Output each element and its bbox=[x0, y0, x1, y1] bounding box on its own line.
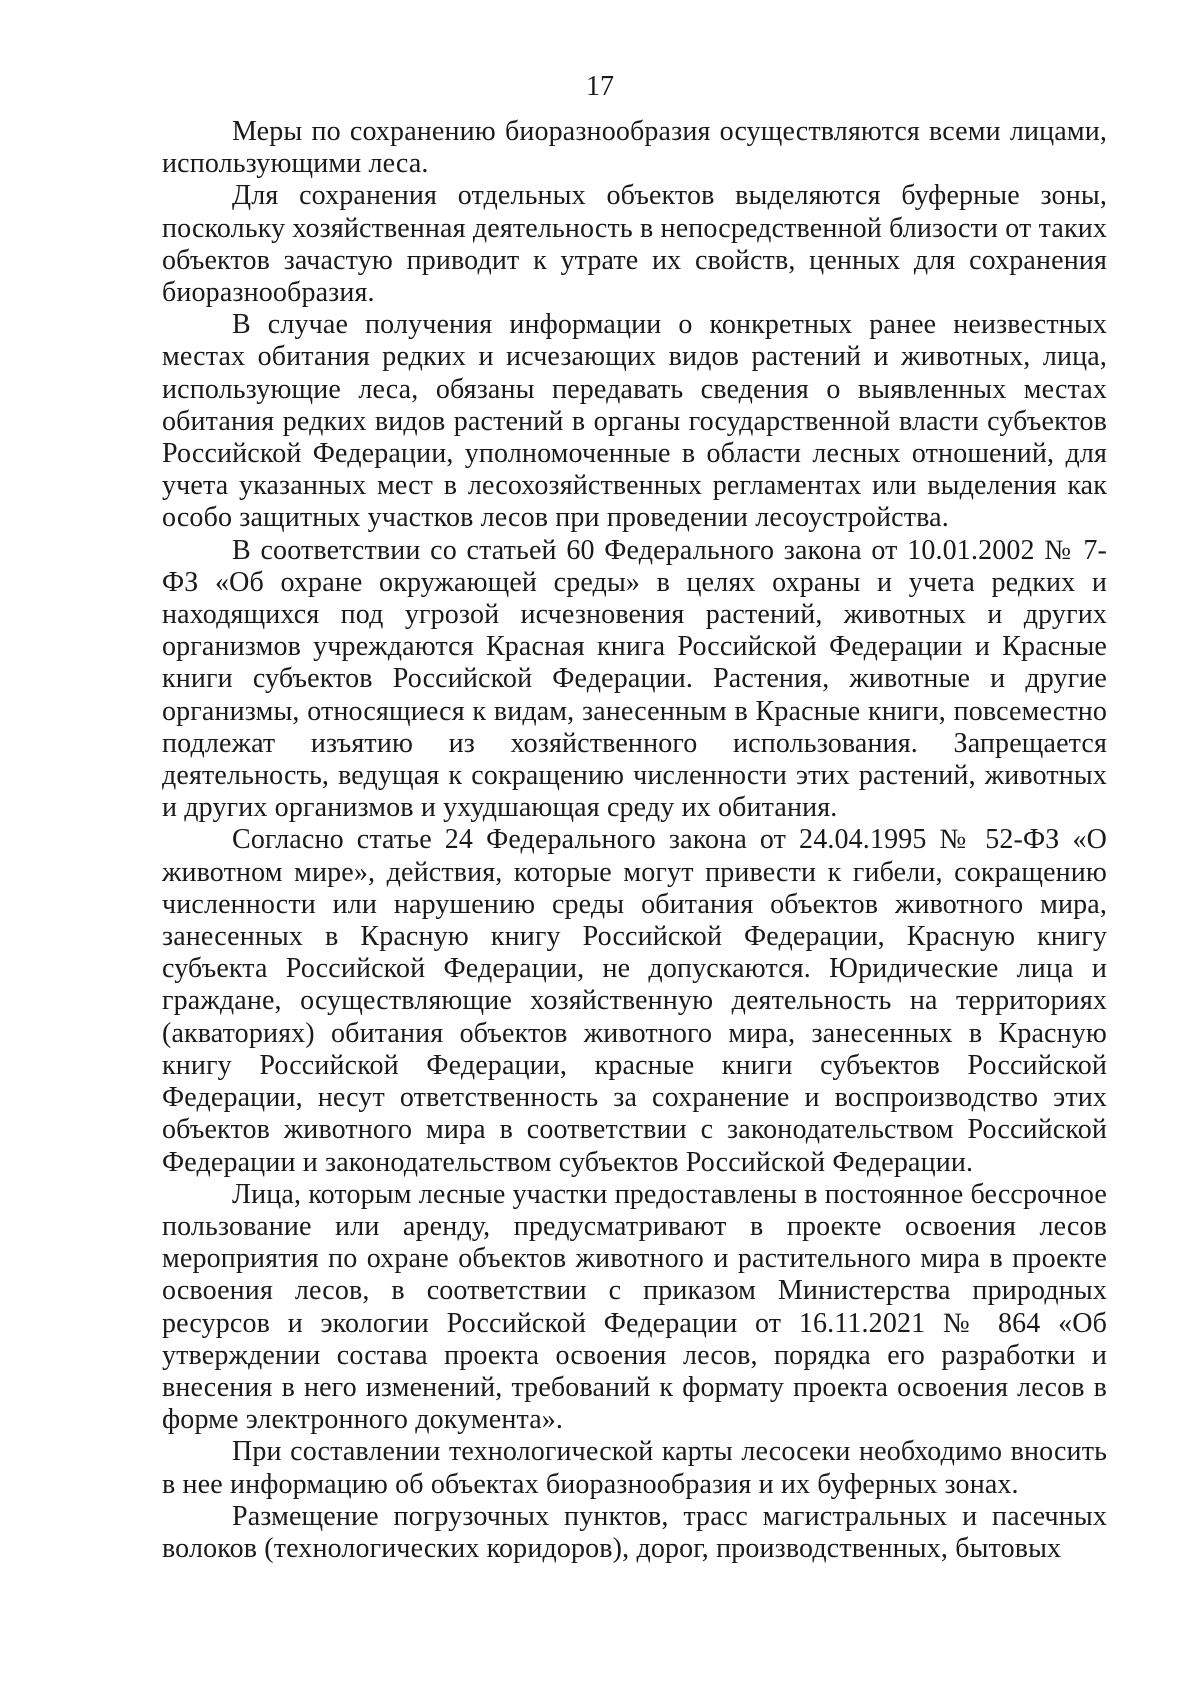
paragraph-forest-development-project: Лица, которым лесные участки предоставлены в постоянное бессрочное пользование или аренду, предусматривают в проекте освоения лесов мероприятия по охране объектов животного и растительного мира в проекте освоения лесов, в соответствии с приказом Министерства природных ресурсов и экологии Российской Федерации от 16.11.2021 № 864 «Об утверждении состава проекта освоения лесов, порядка его разработки и внесения в него изменений, требований к формату проекта освоения лесов в форме электронного документа». bbox=[162, 1178, 1107, 1436]
paragraph-animal-world-article-24: Согласно статье 24 Федерального закона от 24.04.1995 № 52-ФЗ «О животном мире», действия, которые могут привести к гибели, сокращению численности или нарушению среды обитания объектов животного мира, занесенных в Красную книгу Российской Федерации, Красную книгу субъекта Российской Федерации, не допускаются. Юридические лица и граждане, осуществляющие хозяйственную деятельность на территориях (акваториях) обитания объектов животного мира, занесенных в Красную книгу Российской Федерации, красные книги субъектов Российской Федерации, несут ответственность за сохранение и воспроизводство этих объектов животного мира в соответствии с законодательством Российской Федерации и законодательством субъектов Российской Федерации. bbox=[162, 824, 1107, 1178]
paragraph-red-book-article-60: В соответствии со статьей 60 Федерального закона от 10.01.2002 № 7-ФЗ «Об охране окружающей среды» в целях охраны и учета редких и находящихся под угрозой исчезновения растений, животных и других организмов учреждаются Красная книга Российской Федерации и Красные книги субъектов Российской Федерации. Растения, животные и другие организмы, относящиеся к видам, занесенным в Красные книги, повсеместно подлежат изъятию из хозяйственного использования. Запрещается деятельность, ведущая к сокращению численности этих растений, животных и других организмов и ухудшающая среду их обитания. bbox=[162, 534, 1107, 824]
paragraph-technological-map: При составлении технологической карты лесосеки необходимо вносить в нее информацию об объектах биоразнообразия и их буферных зонах. bbox=[162, 1436, 1107, 1500]
page-number: 17 bbox=[586, 71, 614, 102]
paragraph-rare-species-habitats: В случае получения информации о конкретных ранее неизвестных местах обитания редких и исчезающих видов растений и животных, лица, использующие леса, обязаны передавать сведения о выявленных местах обитания редких видов растений в органы государственной власти субъектов Российской Федерации, уполномоченные в области лесных отношений, для учета указанных мест в лесохозяйственных регламентах или выделения как особо защитных участков лесов при проведении лесоустройства. bbox=[162, 309, 1107, 534]
body-text bbox=[162, 116, 1107, 1565]
paragraph-biodiversity-measures: Меры по сохранению биоразнообразия осуществляются всеми лицами, использующими леса. bbox=[162, 116, 1107, 180]
paragraph-buffer-zones: Для сохранения отдельных объектов выделяются буферные зоны, поскольку хозяйственная деятельность в непосредственной близости от таких объектов зачастую приводит к утрате их свойств, ценных для сохранения биоразнообразия. bbox=[162, 180, 1107, 309]
paragraph-loading-points: Размещение погрузочных пунктов, трасс магистральных и пасечных волоков (технологических коридоров), дорог, производственных, бытовых bbox=[162, 1500, 1107, 1564]
